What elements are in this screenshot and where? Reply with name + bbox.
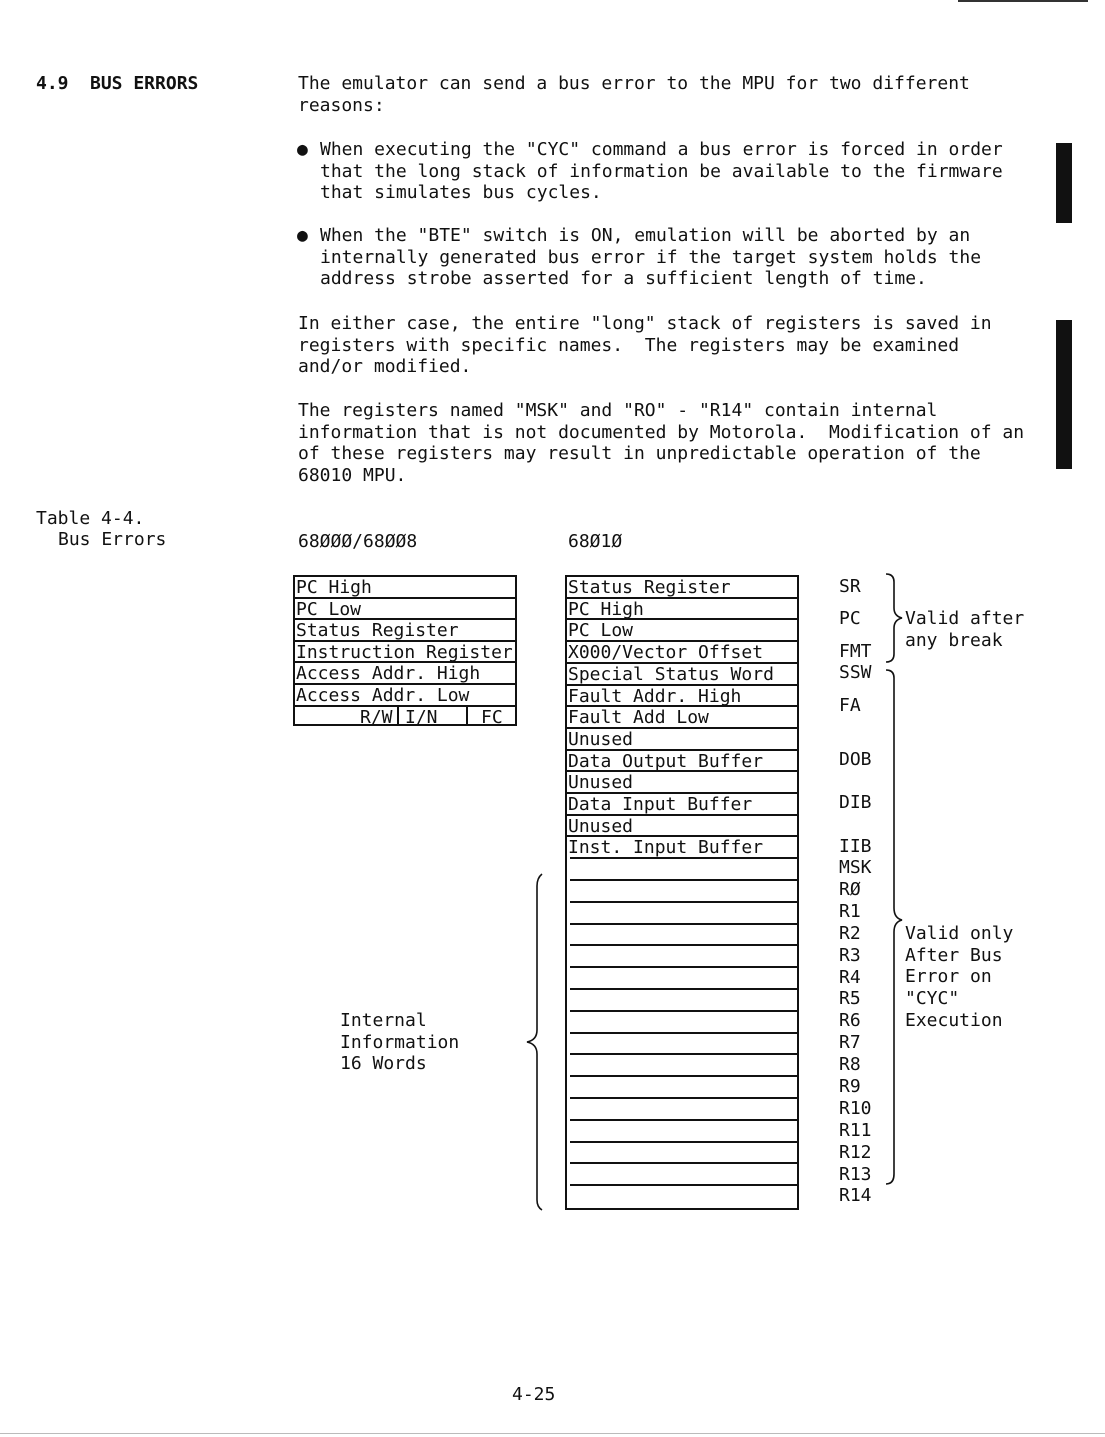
reg-name: DOB (839, 749, 872, 770)
reg-name: DIB (839, 792, 872, 813)
empty-slot (570, 901, 797, 903)
top-rule (958, 0, 1088, 2)
register-table-68000 (293, 575, 517, 726)
text-line: 16 Words (340, 1053, 427, 1075)
internal-info-label (340, 1010, 459, 1075)
reg-name: R9 (839, 1076, 861, 1097)
register-row: PC Low (295, 597, 515, 621)
empty-slot (570, 988, 797, 990)
valid-after-brace (880, 570, 904, 666)
text-line: Information (340, 1031, 460, 1053)
empty-slot (570, 857, 797, 859)
register-row: Special Status Word (567, 662, 797, 686)
reg-name: FMT (839, 641, 872, 662)
text-line: The emulator can send a bus error to the MPU for two different (298, 73, 970, 94)
paragraph-long-stack (298, 313, 992, 378)
register-row: Status Register (295, 618, 515, 642)
bit-divider (466, 707, 468, 726)
register-row: PC High (567, 597, 797, 621)
text-line: Execution (905, 1009, 1003, 1031)
text-line: After Bus (905, 944, 1003, 966)
reg-name: MSK (839, 857, 872, 878)
reg-name: R4 (839, 967, 861, 988)
text-line: information that is not documented by Motorola. Modification of an (298, 421, 1025, 443)
internal-brace (520, 870, 550, 1212)
table-caption: Table 4-4. (36, 508, 145, 529)
register-row: Data Input Buffer (567, 792, 797, 816)
text-line: 68010 MPU. (298, 465, 407, 487)
register-row: PC High (295, 575, 515, 599)
text-line: Internal (340, 1010, 427, 1031)
text-line: any break (905, 629, 1003, 651)
register-row: Unused (567, 727, 797, 751)
empty-slot (570, 1097, 797, 1099)
reg-name: R12 (839, 1142, 872, 1163)
register-row: Unused (567, 770, 797, 794)
register-row: Instruction Register (295, 640, 515, 664)
register-row: X000/Vector Offset (567, 640, 797, 664)
reg-name: R2 (839, 923, 861, 944)
reg-name: RØ (839, 879, 861, 900)
text-line: and/or modified. (298, 356, 472, 378)
empty-slot (570, 1119, 797, 1121)
col2-title: 68Ø1Ø (568, 531, 623, 552)
text-line: Valid only (905, 923, 1014, 944)
change-bar (1056, 143, 1072, 223)
reg-name: R14 (839, 1185, 872, 1206)
register-row: Fault Add Low (567, 705, 797, 729)
text-line: address strobe asserted for a sufficient length of time. (320, 268, 927, 290)
valid-only-brace (880, 664, 904, 1194)
reg-name: R6 (839, 1010, 861, 1031)
empty-slot (570, 1032, 797, 1034)
text-line: reasons: (298, 94, 385, 116)
reg-name: SSW (839, 662, 872, 683)
reg-name: R5 (839, 988, 861, 1009)
reg-name: R1 (839, 901, 861, 922)
reg-name: R13 (839, 1164, 872, 1185)
text-line: registers with specific names. The registers may be examined (298, 334, 960, 356)
register-row: Unused (567, 814, 797, 838)
text-line: of these registers may result in unpredictable operation of the (298, 443, 981, 465)
text-line: internally generated bus error if the target system holds the (320, 246, 982, 268)
reg-name: R3 (839, 945, 861, 966)
section-title: BUS ERRORS (90, 73, 199, 94)
reg-name: IIB (839, 836, 872, 857)
empty-slot (570, 1075, 797, 1077)
bullet-dot-icon: ● (297, 225, 308, 246)
empty-slot (570, 923, 797, 925)
col1-title: 68ØØØ/68ØØ8 (298, 531, 418, 552)
register-row: Inst. Input Buffer (567, 835, 797, 859)
register-row-status-bits (295, 705, 515, 726)
bullet-item-bte (320, 225, 981, 290)
fc-bit-label: FC (481, 706, 503, 728)
rw-bit-label: R/W (360, 706, 393, 728)
empty-slot (570, 1053, 797, 1055)
table-subcaption: Bus Errors (58, 529, 167, 550)
register-row: Status Register (567, 575, 797, 599)
register-table-68010 (565, 575, 799, 1210)
page-number: 4-25 (512, 1384, 556, 1405)
reg-name: R7 (839, 1032, 861, 1053)
text-line: Error on (905, 966, 992, 988)
section-number: 4.9 (36, 73, 69, 94)
empty-slot (570, 1010, 797, 1012)
reg-name: FA (839, 695, 861, 716)
empty-slot (570, 1184, 797, 1186)
register-row: Fault Addr. High (567, 684, 797, 708)
text-line: that simulates bus cycles. (320, 182, 602, 204)
empty-slot (570, 879, 797, 881)
reg-name: R10 (839, 1098, 872, 1119)
reg-name: SR (839, 576, 861, 597)
register-row: Data Output Buffer (567, 749, 797, 773)
empty-slot (570, 1141, 797, 1143)
note-valid-after (905, 608, 1024, 651)
register-row: PC Low (567, 618, 797, 642)
paragraph-internal-registers (298, 400, 1024, 487)
empty-slot (570, 966, 797, 968)
in-bit-label: I/N (405, 706, 438, 728)
register-row: Access Addr. Low (295, 683, 515, 707)
bottom-rule (0, 1433, 1105, 1434)
text-line: In either case, the entire "long" stack of registers is saved in (298, 313, 992, 334)
text-line: When executing the "CYC" command a bus error is forced in order (320, 139, 1003, 160)
intro-paragraph (298, 73, 970, 116)
text-line: "CYC" (905, 988, 960, 1010)
text-line: When the "BTE" switch is ON, emulation will be aborted by an (320, 225, 971, 246)
bullet-item-cyc (320, 139, 1003, 204)
text-line: The registers named "MSK" and "RO" - "R14" contain internal (298, 400, 938, 421)
empty-slot (570, 944, 797, 946)
text-line: that the long stack of information be available to the firmware (320, 160, 1003, 182)
reg-name: R8 (839, 1054, 861, 1075)
bit-divider (397, 707, 399, 726)
text-line: Valid after (905, 608, 1025, 629)
empty-slot (570, 1162, 797, 1164)
register-row: Access Addr. High (295, 661, 515, 685)
change-bar (1056, 320, 1072, 469)
reg-name: R11 (839, 1120, 872, 1141)
bullet-dot-icon: ● (297, 139, 308, 160)
note-valid-only (905, 923, 1013, 1032)
internal-word-slots (567, 575, 797, 1208)
reg-name: PC (839, 608, 861, 629)
